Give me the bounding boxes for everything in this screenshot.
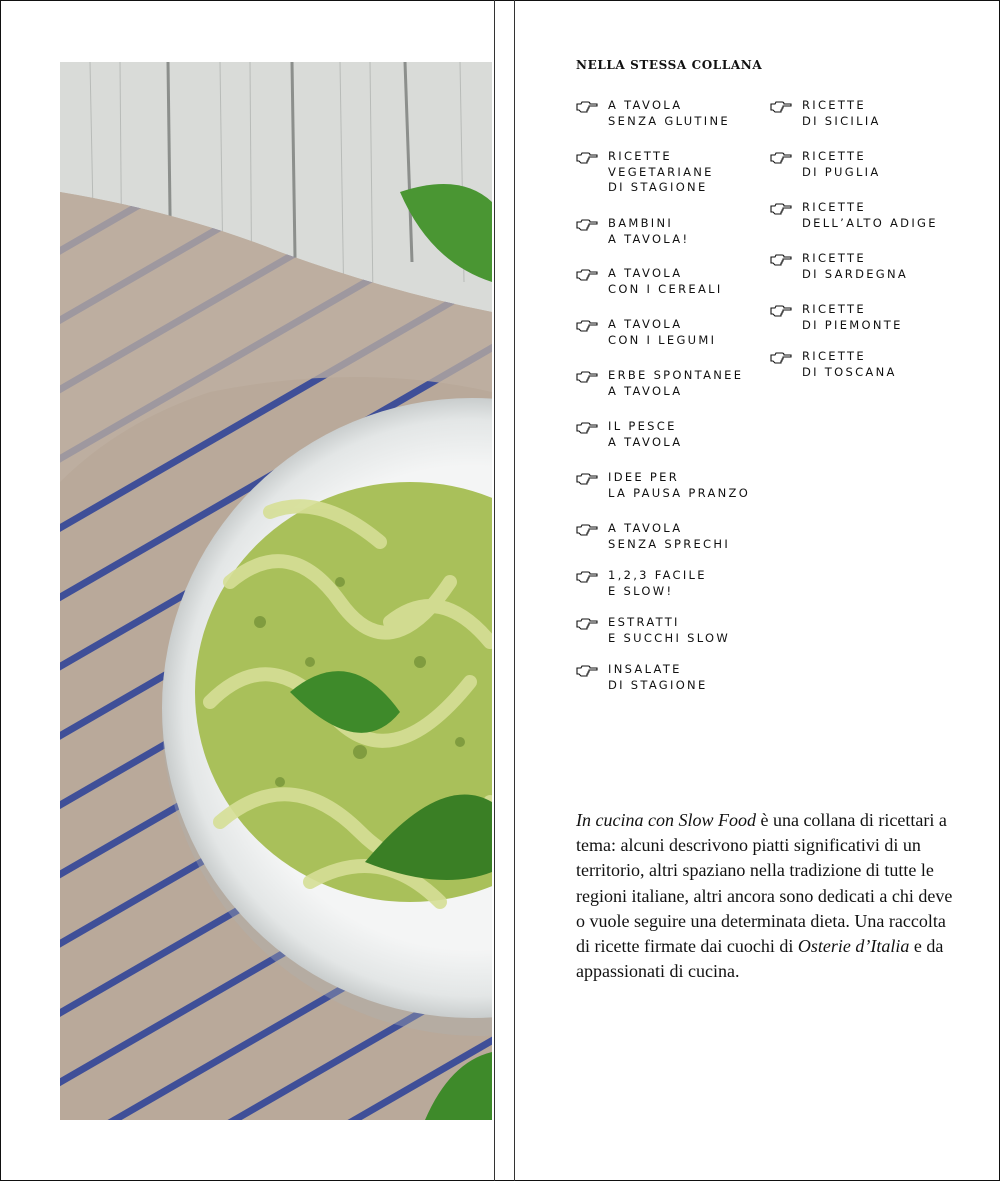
series-item-label: BAMBINI A TAVOLA! (608, 216, 690, 246)
pointing-hand-icon (576, 472, 598, 486)
flap-fold-line (514, 0, 515, 1181)
series-item (576, 662, 708, 693)
series-item-label: ESTRATTI E SUCCHI SLOW (608, 615, 731, 645)
pointing-hand-icon (576, 617, 598, 631)
series-item (770, 149, 881, 180)
pointing-hand-icon (770, 253, 792, 267)
series-item-label: IL PESCE A TAVOLA (608, 419, 683, 449)
series-item (576, 470, 750, 501)
series-item (770, 349, 897, 380)
pointing-hand-icon (576, 268, 598, 282)
pointing-hand-icon (576, 570, 598, 584)
series-item-label: RICETTE DI PIEMONTE (802, 302, 903, 332)
series-item-label: RICETTE DI TOSCANA (802, 349, 897, 379)
series-item-label: RICETTE DI PUGLIA (802, 149, 881, 179)
description-text-end: e da appassionati di cucina. (576, 936, 944, 982)
pointing-hand-icon (770, 351, 792, 365)
series-item-label: RICETTE VEGETARIANE DI STAGIONE (608, 149, 714, 194)
series-item (576, 615, 730, 646)
series-item-label: INSALATE DI STAGIONE (608, 662, 708, 692)
pointing-hand-icon (576, 218, 598, 232)
pointing-hand-icon (576, 370, 598, 384)
pointing-hand-icon (576, 100, 598, 114)
series-item-label: A TAVOLA SENZA SPRECHI (608, 521, 731, 551)
series-item-label: 1,2,3 FACILE E SLOW! (608, 568, 707, 598)
flap-fold-line (494, 0, 495, 1181)
guide-title: Osterie d’Italia (797, 936, 910, 957)
series-item (770, 302, 903, 333)
pointing-hand-icon (576, 151, 598, 165)
series-item (576, 149, 714, 196)
pointing-hand-icon (770, 100, 792, 114)
series-item-label: ERBE SPONTANEE A TAVOLA (608, 368, 744, 398)
series-item (576, 266, 723, 297)
series-item (576, 568, 707, 599)
series-item (576, 368, 743, 399)
pointing-hand-icon (576, 421, 598, 435)
series-item (770, 200, 938, 231)
description-text: è una collana di ricettari a tema: alcuni descrivono piatti significativi di un territorio, altri spaziano nella tradizione di tutte le regioni italiane, altri ancora sono dedicati a chi deve o vuole seguire una determinata dieta. Una raccolta di ricette firmate dai cuochi di (576, 810, 953, 957)
series-title: In cucina con Slow Food (576, 810, 756, 830)
series-item-label: RICETTE DI SICILIA (802, 98, 881, 128)
pointing-hand-icon (770, 151, 792, 165)
series-item-label: IDEE PER LA PAUSA PRANZO (608, 470, 751, 500)
series-heading: NELLA STESSA COLLANA (576, 58, 763, 72)
series-item (576, 521, 730, 552)
series-item-label: RICETTE DELL’ALTO ADIGE (802, 200, 938, 230)
pointing-hand-icon (576, 664, 598, 678)
series-item-label: A TAVOLA SENZA GLUTINE (608, 98, 730, 128)
pasta-photo (60, 62, 492, 1120)
series-item-label: RICETTE DI SARDEGNA (802, 251, 909, 281)
series-item-label: A TAVOLA CON I CEREALI (608, 266, 723, 296)
series-item (576, 98, 730, 129)
pointing-hand-icon (770, 202, 792, 216)
pasta-illustration (60, 62, 492, 1120)
series-item (770, 251, 908, 282)
series-item (770, 98, 881, 129)
series-item (576, 216, 689, 247)
pointing-hand-icon (576, 523, 598, 537)
series-item-label: A TAVOLA CON I LEGUMI (608, 317, 717, 347)
series-description (576, 808, 956, 984)
series-item (576, 419, 682, 450)
pointing-hand-icon (576, 319, 598, 333)
pointing-hand-icon (770, 304, 792, 318)
series-item (576, 317, 716, 348)
